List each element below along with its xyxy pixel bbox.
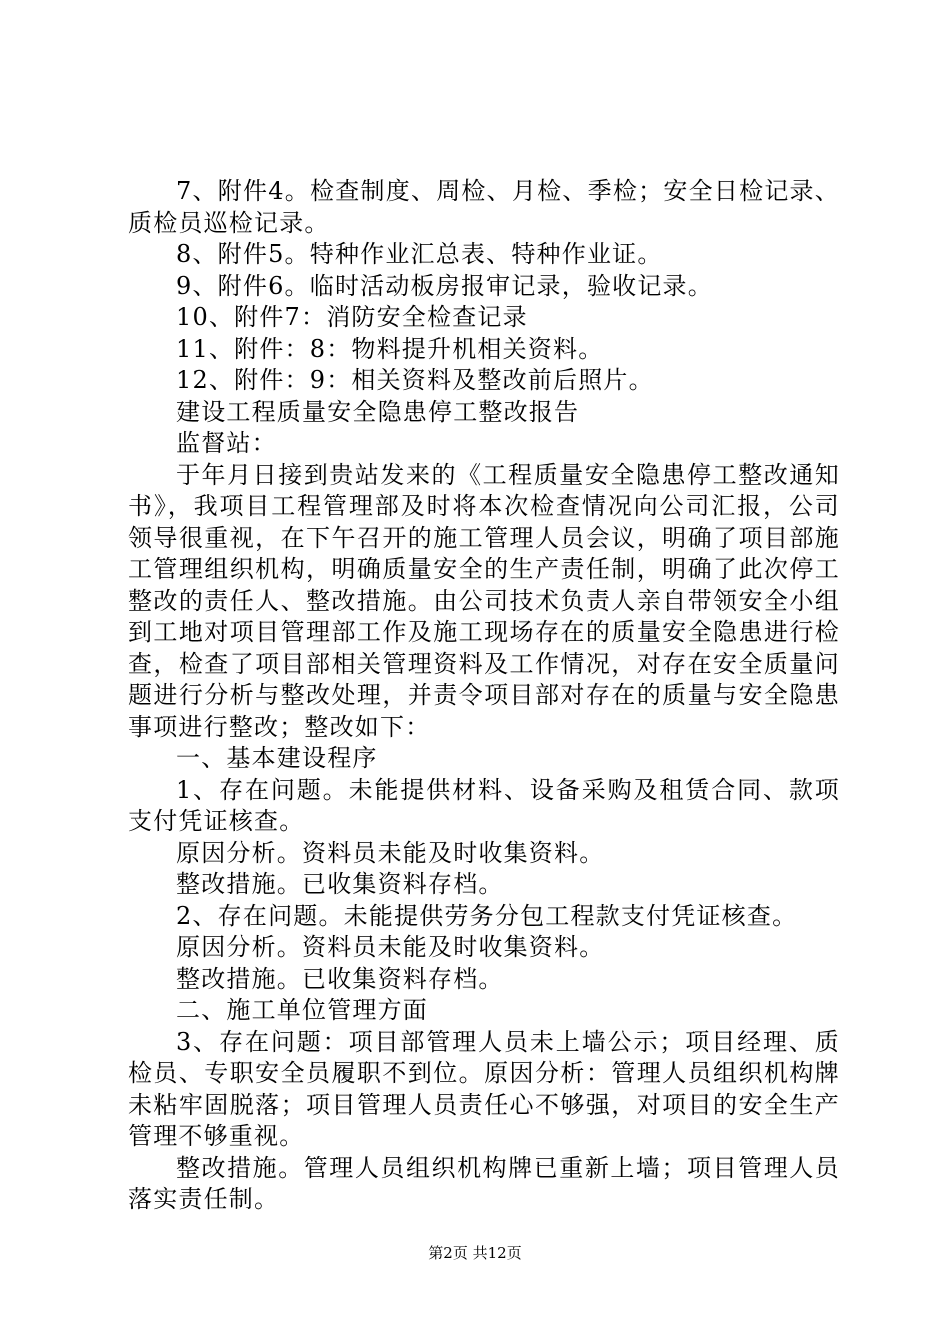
paragraph: 整改措施。已收集资料存档。 xyxy=(176,870,504,898)
report-title: 建设工程质量安全隐患停工整改报告 xyxy=(176,397,580,426)
salutation: 监督站： xyxy=(176,429,277,457)
paragraph: 1、存在问题。未能提供材料、设备采购及租赁合同、款项支付凭证核查。 xyxy=(128,775,840,835)
paragraph: 原因分析。资料员未能及时收集资料。 xyxy=(176,838,605,867)
paragraph: 11、附件：8：物料提升机相关资料。 xyxy=(176,334,604,363)
document-body xyxy=(128,176,840,1216)
section-heading: 一、基本建设程序 xyxy=(176,744,378,772)
page-footer xyxy=(0,1243,950,1263)
page-total: 共12页 xyxy=(472,1244,522,1262)
paragraph: 整改措施。已收集资料存档。 xyxy=(176,964,504,993)
paragraph: 整改措施。管理人员组织机构牌已重新上墙；项目管理人员落实责任制。 xyxy=(128,1153,840,1213)
paragraph: 9、附件6。临时活动板房报审记录，验收记录。 xyxy=(176,271,713,300)
paragraph: 2、存在问题。未能提供劳务分包工程款支付凭证核查。 xyxy=(176,901,798,930)
paragraph: 8、附件5。特种作业汇总表、特种作业证。 xyxy=(176,240,663,268)
paragraph: 3、存在问题：项目部管理人员未上墙公示；项目经理、质检员、专职安全员履职不到位。原因分析：管理人员组织机构牌未粘牢固脱落；项目管理人员责任心不够强，对项目的安全生产管理不够重视。 xyxy=(128,1027,840,1150)
section-heading: 二、施工单位管理方面 xyxy=(176,996,428,1024)
paragraph: 于年月日接到贵站发来的《工程质量安全隐患停工整改通知书》，我项目工程管理部及时将本次检查情况向公司汇报，公司领导很重视，在下午召开的施工管理人员会议，明确了项目部施工管理组织机构，明确质量安全的生产责任制，明确了此次停工整改的责任人、整改措施。由公司技术负责人亲自带领安全小组到工地对项目管理部工作及施工现场存在的质量安全隐患进行检查，检查了项目部相关管理资料及工作情况，对存在安全质量问题进行分析与整改处理，并责令项目部对存在的质量与安全隐患事项进行整改；整改如下： xyxy=(128,460,840,741)
paragraph: 原因分析。资料员未能及时收集资料。 xyxy=(176,933,605,961)
paragraph: 10、附件7：消防安全检查记录 xyxy=(176,303,528,331)
page-number: 第2页 xyxy=(428,1244,468,1262)
paragraph: 12、附件：9：相关资料及整改前后照片。 xyxy=(176,366,654,394)
paragraph: 7、附件4。检查制度、周检、月检、季检；安全日检记录、质检员巡检记录。 xyxy=(128,177,840,237)
